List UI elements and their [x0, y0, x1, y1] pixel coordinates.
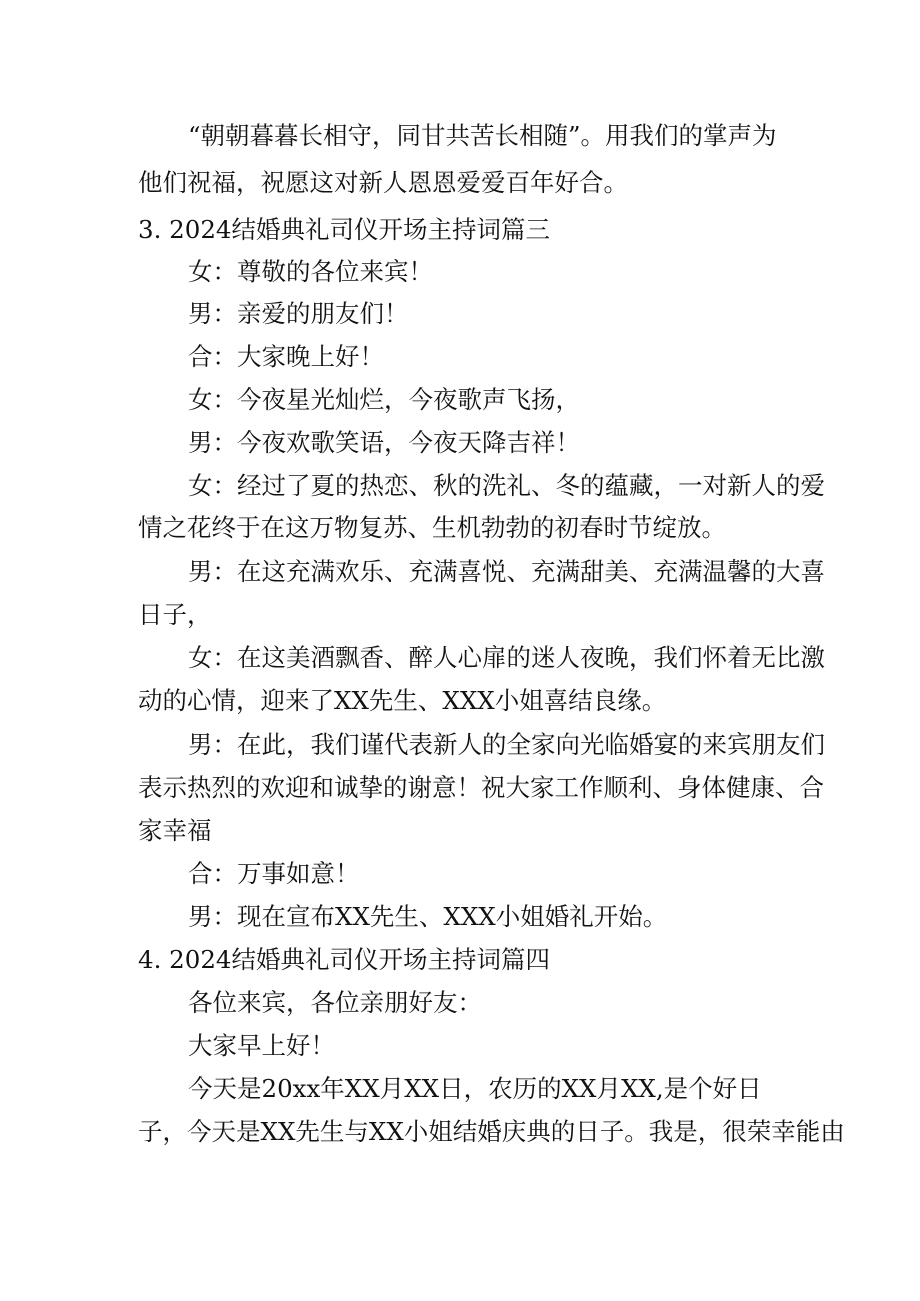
- paragraph-line: 大家早上好！: [188, 1031, 335, 1060]
- dialogue-line: 女：今夜星光灿烂，今夜歌声飞扬，: [188, 385, 580, 414]
- dialogue-line: 合：万事如意！: [188, 859, 360, 888]
- paragraph-line: “朝朝暮暮长相守，同甘共苦长相随”。用我们的掌声为: [188, 121, 777, 150]
- paragraph-line: 情之花终于在这万物复苏、生机勃勃的初春时节绽放。: [138, 513, 726, 542]
- dialogue-line: 男：亲爱的朋友们！: [188, 299, 409, 328]
- section-heading-3: 3. 2024结婚典礼司仪开场主持词篇三: [138, 215, 551, 244]
- dialogue-line: 男：现在宣布XX先生、XXX小姐婚礼开始。: [188, 902, 668, 931]
- dialogue-line: 女：在这美酒飘香、醉人心扉的迷人夜晚，我们怀着无比激: [188, 643, 825, 672]
- dialogue-line: 女：尊敬的各位来宾！: [188, 257, 433, 286]
- paragraph-line: 动的心情，迎来了XX先生、XXX小姐喜结良缘。: [138, 686, 667, 715]
- paragraph-line: 他们祝福，祝愿这对新人恩恩爱爱百年好合。: [138, 168, 628, 197]
- dialogue-line: 男：今夜欢歌笑语，今夜天降吉祥！: [188, 428, 580, 457]
- dialogue-line: 男：在此，我们谨代表新人的全家向光临婚宴的来宾朋友们: [188, 730, 825, 759]
- dialogue-line: 女：经过了夏的热恋、秋的洗礼、冬的蕴藏，一对新人的爱: [188, 471, 825, 500]
- paragraph-line: 各位来宾，各位亲朋好友：: [188, 988, 482, 1017]
- paragraph-line: 子，今天是XX先生与XX小姐结婚庆典的日子。我是，很荣幸能由: [138, 1117, 845, 1146]
- paragraph-line: 日子，: [138, 600, 212, 629]
- dialogue-line: 男：在这充满欢乐、充满喜悦、充满甜美、充满温馨的大喜: [188, 557, 825, 586]
- paragraph-line: 家幸福: [138, 816, 212, 845]
- dialogue-line: 合：大家晚上好！: [188, 342, 384, 371]
- paragraph-line: 表示热烈的欢迎和诚挚的谢意！祝大家工作顺利、身体健康、合: [138, 773, 824, 802]
- section-heading-4: 4. 2024结婚典礼司仪开场主持词篇四: [138, 945, 551, 974]
- paragraph-line: 今天是20xx年XX月XX日，农历的XX月XX,是个好日: [188, 1074, 762, 1103]
